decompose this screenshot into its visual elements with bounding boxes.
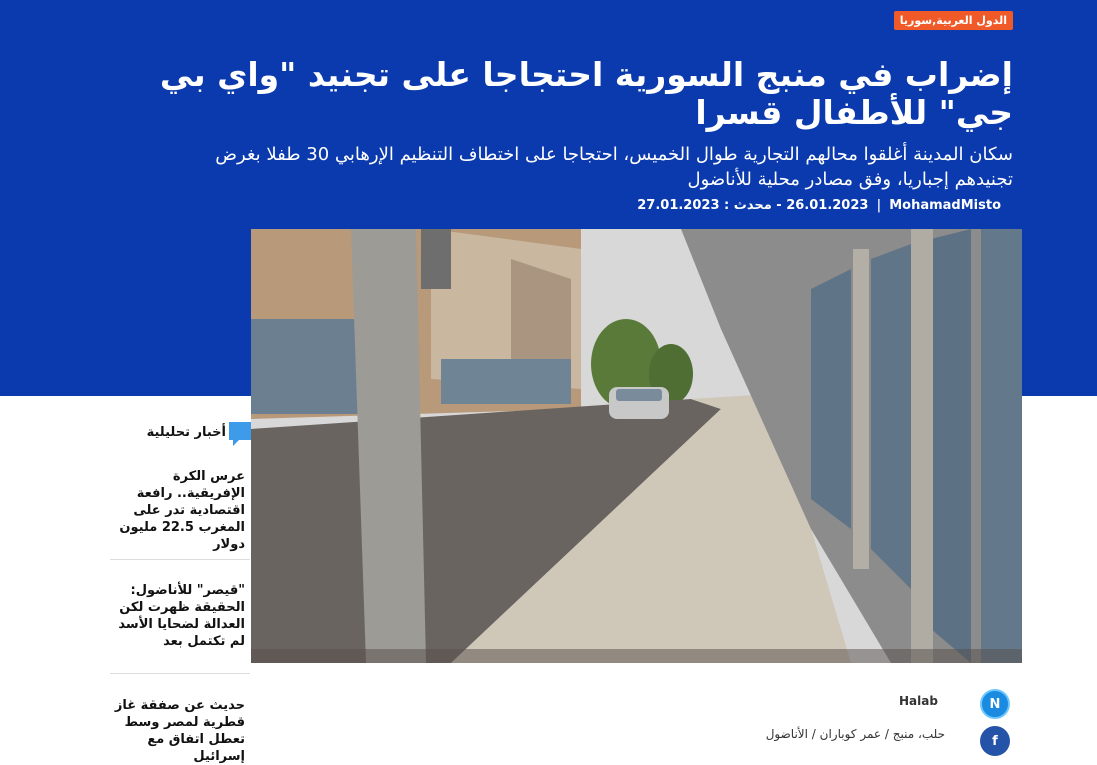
news-share-button[interactable]: [980, 689, 1010, 719]
sidebar-divider: [110, 559, 250, 560]
author-name[interactable]: MohamadMisto: [889, 198, 1001, 213]
category-tag[interactable]: الدول العربية,سوريا: [894, 11, 1013, 30]
facebook-icon: f: [992, 733, 998, 749]
facebook-share-button[interactable]: [980, 726, 1010, 756]
article-meta: [637, 198, 1001, 213]
sidebar-divider: [110, 673, 250, 674]
sidebar-title: أخبار تحليلية: [146, 425, 226, 440]
article-headline: إضراب في منبج السورية احتجاجا على تجنيد "واي بي جي" للأطفال قسرا: [159, 55, 1013, 132]
sidebar-item[interactable]: حديث عن صفقة غاز قطرية لمصر وسط تعطل اتفاق مع إسرائيل: [114, 698, 245, 764]
photo-credit: حلب، منبج / عمر كوباران / الأناضول: [765, 727, 945, 741]
photo-location: Halab: [899, 694, 938, 708]
meta-separator: |: [876, 198, 882, 213]
article-dates: 26.01.2023 - محدث : 27.01.2023: [637, 198, 869, 213]
analysis-flag-icon: [229, 422, 251, 446]
article-photo: [251, 229, 1022, 663]
sidebar-item[interactable]: عرس الكرة الإفريقية.. رافعة اقتصادية تدر على المغرب 22.5 مليون دولار: [119, 469, 245, 552]
sidebar-item[interactable]: "قيصر" للأناضول: الحقيقة ظهرت لكن العدالة لضحايا الأسد لم تكتمل بعد: [118, 583, 245, 649]
article-summary: سكان المدينة أغلقوا محالهم التجارية طوال الخميس، احتجاجا على اختطاف التنظيم الإرهابي 30 طفلا بغرض تجنيدهم إجباريا، وفق مصادر محلية للأناضول: [215, 144, 1013, 190]
news-icon: N: [989, 696, 1001, 712]
